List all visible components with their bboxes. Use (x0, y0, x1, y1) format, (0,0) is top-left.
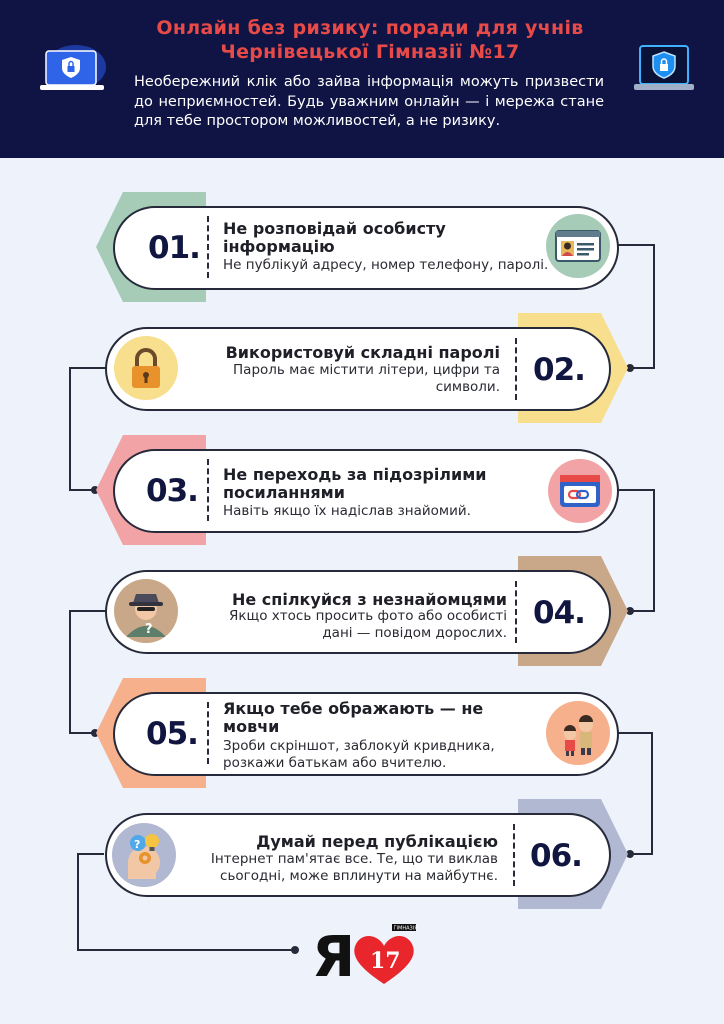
tip-6-separator (513, 824, 515, 886)
tip-1-description: Не публікуй адресу, номер телефону, паролі. (223, 257, 549, 273)
tip-2-title: Використовуй складні паролі (225, 343, 500, 362)
tip-2-description: Пароль має містити літери, цифри та символи. (233, 362, 500, 395)
tip-6-number: 06. (530, 838, 582, 874)
tip-5-description: Зроби скріншот, заблокуй кривдника, розкажи батькам або вчителю. (223, 738, 495, 771)
stranger-icon (114, 579, 178, 643)
tip-4-description: Якщо хтось просить фото або особисті дані — повідом дорослих. (229, 608, 507, 641)
svg-text:?: ? (145, 622, 153, 637)
thinking-head-icon (112, 823, 176, 887)
tip-5-number: 05. (146, 716, 198, 752)
tip-6-title: Думай перед публікацією (256, 832, 498, 851)
tip-2-number: 02. (533, 352, 585, 388)
tip-1-number: 01. (148, 230, 200, 266)
logo-number: 17 (370, 948, 401, 974)
bully-icon (546, 701, 610, 765)
tip-3-separator (207, 459, 209, 521)
intro-text: Необережний клік або зайва інформація можуть призвести до неприємностей. Будь уважним онлайн — і мережа стане для тебе простором можливостей, а не ризику. (134, 74, 604, 129)
tip-4-number: 04. (533, 595, 585, 631)
tip-1-title: Не розповідай особисту інформацію (223, 219, 446, 256)
tip-3-title: Не переходь за підозрілими посиланнями (223, 465, 487, 502)
tip-3-number: 03. (146, 473, 198, 509)
id-card-icon (546, 214, 610, 278)
svg-text:?: ? (134, 838, 141, 851)
tip-4-separator (515, 581, 517, 643)
tip-5-title: Якщо тебе ображають — не мовчи (223, 699, 484, 736)
tip-1-separator (207, 216, 209, 278)
logo-caption: ГІМНАЗІЯ (393, 925, 418, 932)
tip-5-separator (207, 702, 209, 764)
gymnasium-logo (312, 916, 422, 992)
tip-4-title: Не спілкуйся з незнайомцями (231, 590, 507, 609)
link-icon (548, 459, 612, 523)
title-line-1: Онлайн без ризику: поради для учнів (156, 17, 584, 39)
tip-3-description: Навіть якщо їх надіслав знайомий. (223, 503, 471, 519)
padlock-icon (114, 336, 178, 400)
logo-letter: Я (312, 925, 356, 988)
title-line-2: Чернівецької Гімназії №17 (220, 41, 520, 63)
tip-2-separator (515, 338, 517, 400)
tip-6-description: Інтернет пам'ятає все. Те, що ти виклав сьогодні, може вплинути на майбутнє. (210, 851, 498, 884)
